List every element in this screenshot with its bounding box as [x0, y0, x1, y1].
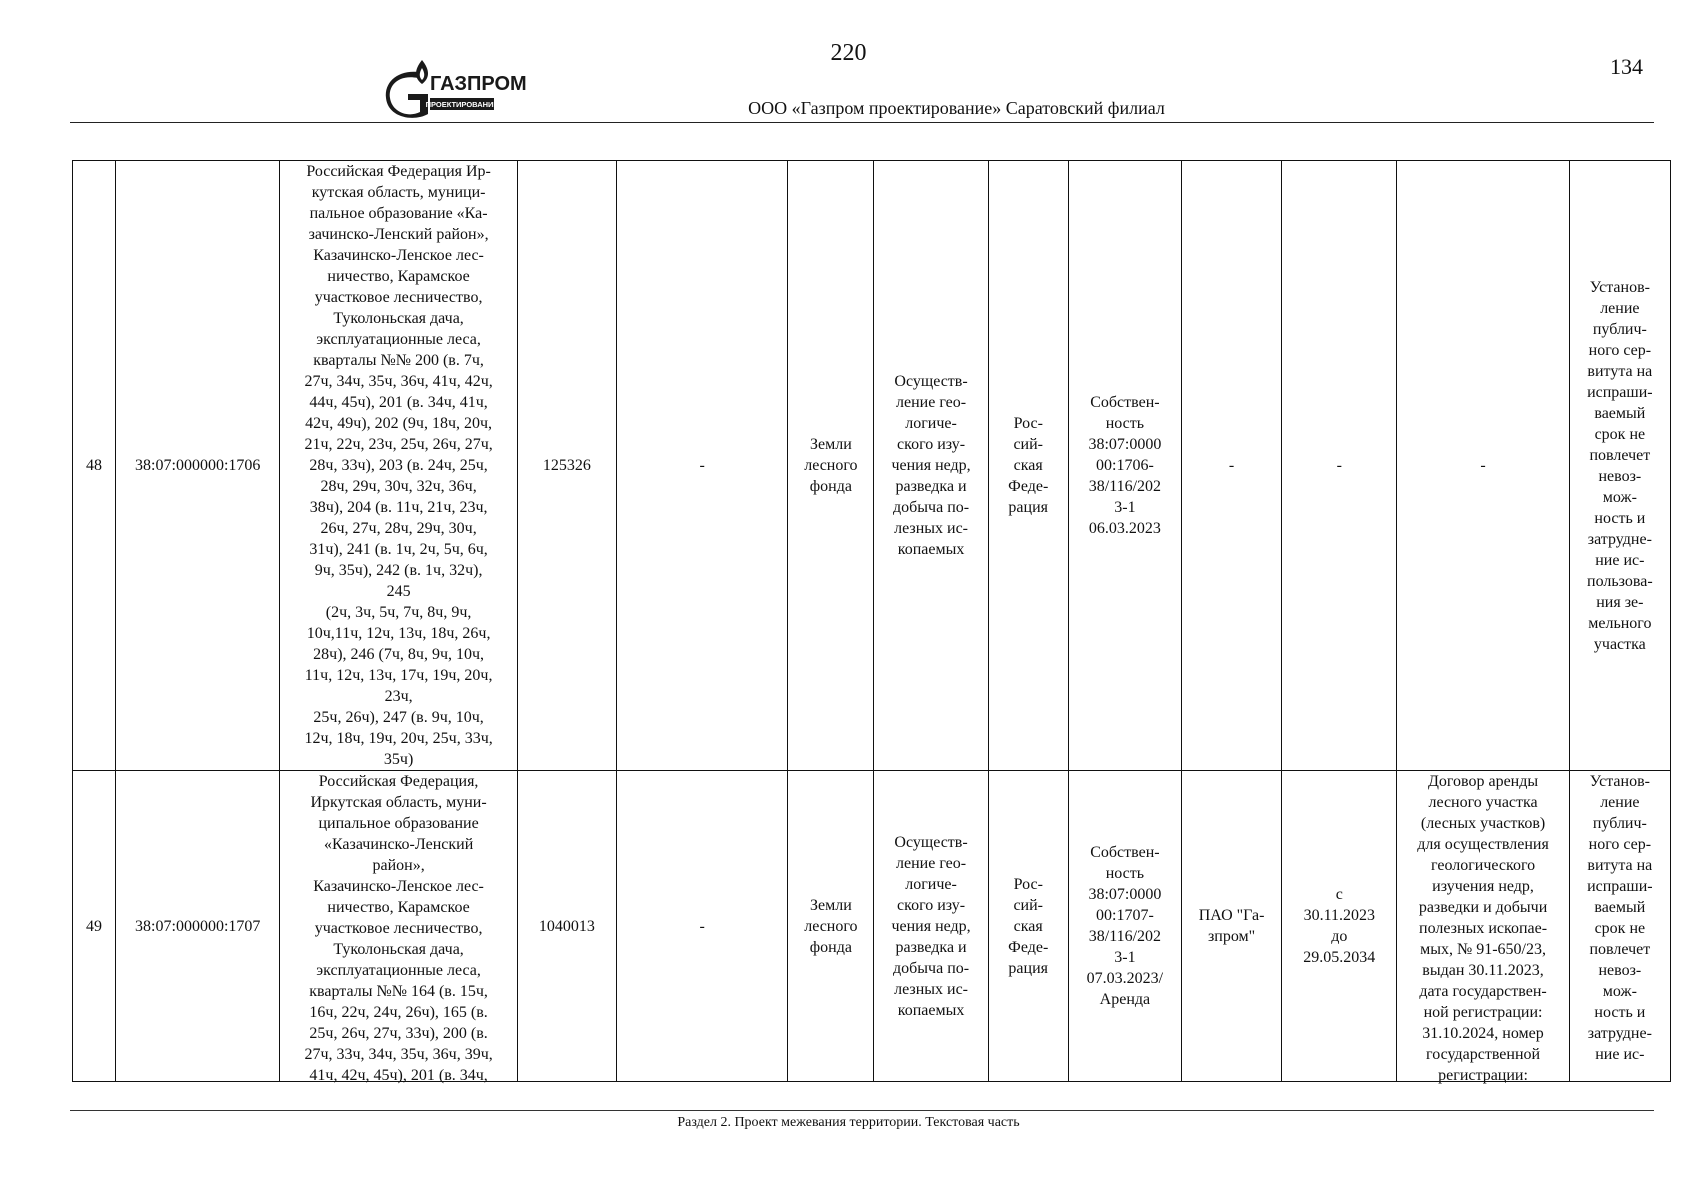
- page-number-center: 220: [830, 40, 867, 66]
- cadastral-number: 38:07:000000:1707: [116, 771, 280, 1082]
- table-row: [73, 771, 1671, 1082]
- logo-subtext: ПРОЕКТИРОВАНИЕ: [425, 100, 499, 109]
- empty-cell: -: [616, 161, 787, 771]
- header-divider: [70, 122, 1654, 123]
- basis-document: Договор аренды лесного участка (лесных участков) для осуществления геологического изучения недр, разведки и добычи полезных ископае- мых, № 91-650/23, выдан 30.11.2023, дата государствен- ной регистрации: 31.10.2024, номер государственной регистрации:: [1417, 773, 1549, 1084]
- row-number: 48: [73, 161, 116, 771]
- row-number: 49: [73, 771, 116, 1082]
- page-number-right: 134: [1610, 54, 1643, 79]
- permitted-use: Осуществ- ление гео- логиче- ского изу- чения недр, разведка и добыча по- лезных ис- копаемых: [874, 161, 988, 771]
- plot-address: Российская Федерация, Иркутская область, муни- ципальное образование «Казачинско-Ленский район», Казачинско-Ленское лес- ничество, Карамское участковое лесничество, Туколоньская дача, эксплуатационные леса, кварталы №№ 164 (в. 15ч, 16ч, 22ч, 24ч, 26ч), 165 (в. 25ч, 26ч, 27ч, 33ч), 200 (в. 27ч, 33ч, 34ч, 35ч, 36ч, 39ч, 41ч, 42ч, 45ч), 201 (в. 34ч,: [304, 773, 493, 1084]
- plot-address-cell: [280, 771, 517, 1082]
- right-term: с 30.11.2023 до 29.05.2034: [1282, 771, 1397, 1082]
- permitted-use: Осуществ- ление гео- логиче- ского изу- чения недр, разведка и добыча по- лезных ис- копаемых: [874, 771, 988, 1082]
- cadastral-number: 38:07:000000:1706: [116, 161, 280, 771]
- logo-text: ГАЗПРОМ: [430, 73, 527, 95]
- empty-cell: -: [616, 771, 787, 1082]
- footer-text: Раздел 2. Проект межевания территории. Текстовая часть: [677, 1115, 1020, 1130]
- table-row: [73, 161, 1671, 771]
- right-registration: Собствен- ность 38:07:0000 00:1706- 38/116/202 3-1 06.03.2023: [1068, 161, 1181, 771]
- plot-area: 1040013: [517, 771, 616, 1082]
- servitude-note: Установ- ление публич- ного сер- витута на испраши- ваемый срок не повлечет невоз- мож- ность и затрудне- ние ис-: [1587, 773, 1653, 1063]
- land-category: Земли лесного фонда: [788, 161, 874, 771]
- servitude-note: Установ- ление публич- ного сер- витута на испраши- ваемый срок не повлечет невоз- мож- ность и затрудне- ние ис- пользова- ния зе- мельного участка: [1569, 161, 1670, 771]
- owner: Рос- сий- ская Феде- рация: [988, 161, 1068, 771]
- basis-document: -: [1397, 161, 1569, 771]
- right-term: -: [1282, 161, 1397, 771]
- company-name: ООО «Газпром проектирование» Саратовский филиал: [748, 98, 1165, 118]
- land-category: Земли лесного фонда: [788, 771, 874, 1082]
- owner: Рос- сий- ская Феде- рация: [988, 771, 1068, 1082]
- plot-address: Российская Федерация Ир- кутская область, муници- пальное образование «Ка- зачинско-Ленский район», Казачинско-Ленское лес- ничество, Карамское участковое лесничество, Туколоньская дача, эксплуатационные леса, кварталы №№ 200 (в. 7ч, 27ч, 34ч, 35ч, 36ч, 41ч, 42ч, 44ч, 45ч), 201 (в. 34ч, 41ч, 42ч, 49ч), 202 (9ч, 18ч, 20ч, 21ч, 22ч, 23ч, 25ч, 26ч, 27ч, 28ч, 33ч), 203 (в. 24ч, 25ч, 28ч, 29ч, 30ч, 32ч, 36ч, 38ч), 204 (в. 11ч, 21ч, 23ч, 26ч, 27ч, 28ч, 29ч, 30ч, 31ч), 241 (в. 1ч, 2ч, 5ч, 6ч, 9ч, 35ч), 242 (в. 1ч, 32ч), 245 (2ч, 3ч, 5ч, 7ч, 8ч, 9ч, 10ч,11ч, 12ч, 13ч, 18ч, 26ч, 28ч), 246 (7ч, 8ч, 9ч, 10ч, 11ч, 12ч, 13ч, 17ч, 19ч, 20ч, 23ч, 25ч, 26ч), 247 (в. 9ч, 10ч, 12ч, 18ч, 19ч, 20ч, 25ч, 33ч, 35ч): [280, 161, 517, 771]
- plot-area: 125326: [517, 161, 616, 771]
- right-registration: Собствен- ность 38:07:0000 00:1707- 38/116/202 3-1 07.03.2023/ Аренда: [1068, 771, 1181, 1082]
- basis-document-cell: [1397, 771, 1569, 1082]
- servitude-note-cell: [1569, 771, 1670, 1082]
- land-plots-table: [72, 160, 1671, 1082]
- right-holder: -: [1182, 161, 1282, 771]
- footer-divider: [70, 1110, 1654, 1111]
- right-holder: ПАО "Га- зпром": [1182, 771, 1282, 1082]
